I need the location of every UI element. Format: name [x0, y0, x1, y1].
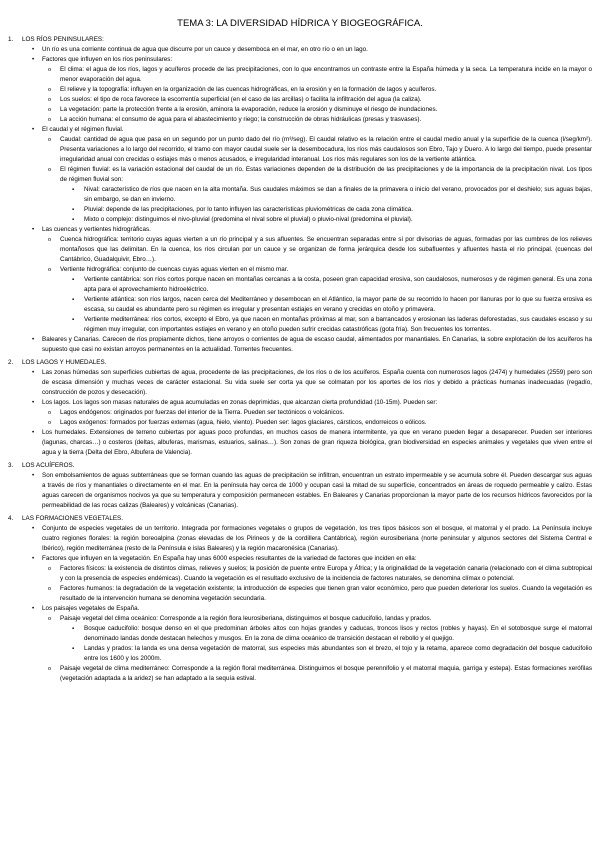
section-acuiferos [8, 461, 592, 511]
section-title: LAS FORMACIONES VEGETALES. [22, 515, 124, 522]
list-subsubitem: ▪ Vertiente mediterránea: ríos cortos, excepto el Ebro, ya que nacen en montañas próximas al mar, son a barrancados y erosionan las laderas deforestadas, sus caudales escaso y su régimen muy irregular, con importantes estiajes en verano y en otoño pueden sufrir crecidas catastróficas (gota fría). Son frecuentes los torrentes. [58, 315, 592, 335]
section-lagos [8, 358, 592, 458]
section-number: 1. [8, 36, 14, 43]
list-item: • Las zonas húmedas son superficies cubiertas de agua, procedente de las precipitaciones, de los ríos o de los acuíferos. España cuenta con numerosos lagos (2474) y humedales (2559) pero son de escasa dimensión y muchas veces de carácter estacional. Su vida suele ser corta ya que se colmatan por los aportes de los ríos y debido a prácticas humanas inadecuadas (regadío, construcción de pozos y desecación). [8, 368, 592, 398]
list-subsubitem: ▪ Vertiente atlántica: son ríos largos, nacen cerca del Mediterráneo y desembocan en el Atlántico, la mayor parte de su recorrido lo hacen por llanuras por lo que su fuerza erosiva es escasa, su caudal es abundante pero su régimen es irregular y presentan estiajes en verano y crecidas en otoño y primavera. [58, 295, 592, 315]
section-heading [8, 358, 592, 368]
list-item: • Los paisajes vegetales de España. o Paisaje vegetal del clima oceánico: Corresponde a la región flora leurosiberiana, distinguimos el bosque caducifolio, landas y prados. ▪ Bosque caducifolio: bosque denso en el que predominan árboles altos con hojas grandes y caducas, troncos lisos y rectos (robles y hayas). En el sotobosque surge el matorral denominado landas donde destacan helechos y musgos. En la zona de clima oceánico de transición destacan el rebollo y el quejigo. ▪ Landas y prados: la landa es una densa vegetación de matorral, sus especies más abundantes son el brezo, el tojo y la retama, aparece como degradación del bosque caducifolio entre los 1600 y los 2000m. o Paisaje vegetal de clima mediterráneo: Corresponde a la región floral mediterránea. Distinguimos el bosque perennifolio y el matorral maquia, garriga y estepa). Estas formaciones xerófilas (vegetación adaptada a la aridez) se han adaptado a la sequía estival. [8, 604, 592, 684]
list-subsubitem: ▪ Landas y prados: la landa es una densa vegetación de matorral, sus especies más abundantes son el brezo, el tojo y la retama, aparece como degradación del bosque caducifolio entre los 1600 y los 2000m. [58, 644, 592, 664]
list-subitem: o Lagos exógenos: formados por fuerzas externas (agua, hielo, viento). Pueden ser: lagos glaciares, cársticos, endorreicos o eólicos. [34, 418, 592, 428]
section-heading [8, 514, 592, 524]
list-subitem: o Paisaje vegetal de clima mediterráneo: Corresponde a la región floral mediterránea. Distinguimos el bosque perennifolio y el matorral maquia, garriga y estepa). Estas formaciones xerófilas (vegetación adaptada a la aridez) se han adaptado a la sequía estival. [34, 664, 592, 684]
list-subitem: o Paisaje vegetal del clima oceánico: Corresponde a la región flora leurosiberiana, distinguimos el bosque caducifolio, landas y prados. ▪ Bosque caducifolio: bosque denso en el que predominan árboles altos con hojas grandes y caducas, troncos lisos y rectos (robles y hayas). En el sotobosque surge el matorral denominado landas donde destacan helechos y musgos. En la zona de clima oceánico de transición destacan el rebollo y el quejigo. ▪ Landas y prados: la landa es una densa vegetación de matorral, sus especies más abundantes son el brezo, el tojo y la retama, aparece como degradación del bosque caducifolio entre los 1600 y los 2000m. [34, 614, 592, 664]
list-item: • Las cuencas y vertientes hidrográficas. o Cuenca hidrográfica: territorio cuyas aguas vierten a un río principal y a sus afluentes. Se encuentran separadas entre sí por divisorias de aguas, formadas por las cumbres de los relieves montañosos que las delimitan. En la cuenca, los ríos circulan por un cauce y se organizan de forma jerárquica desde los subafluentes y afluentes hasta el río principal. (cuencas del Cantábrico, Guadalquivir, Ebro…). o Vertiente hidrográfica: conjunto de cuencas cuyas aguas vierten en el mismo mar. ▪ Vertiente cantábrica: son ríos cortos porque nacen en montañas cercanas a la costa, poseen gran capacidad erosiva, son caudalosos, numerosos y de régimen general. Es una zona apta para el aprovechamiento hidroeléctrico. ▪ Vertiente atlántica: son ríos largos, nacen cerca del Mediterráneo y desembocan en el Atlántico, la mayor parte de su recorrido lo hacen por llanuras por lo que su fuerza erosiva es escasa, su caudal es abundante pero su régimen es irregular y presentan estiajes en verano y crecidas en otoño y primavera. ▪ Vertiente mediterránea: ríos cortos, excepto el Ebro, ya que nacen en montañas próximas al mar, son a barrancados y erosionan las laderas deforestadas, sus caudales escaso y su régimen muy irregular, con importantes estiajes en verano y en otoño pueden sufrir crecidas catastróficas (gota fría). Son frecuentes los torrentes. [8, 225, 592, 335]
section-number: 4. [8, 515, 14, 522]
list-subsubitem: ▪ Bosque caducifolio: bosque denso en el que predominan árboles altos con hojas grandes y caducas, troncos lisos y rectos (robles y hayas). En el sotobosque surge el matorral denominado landas donde destacan helechos y musgos. En la zona de clima oceánico de transición destacan el rebollo y el quejigo. [58, 624, 592, 644]
list-subitem: o El relieve y la topografía: influyen en la organización de las cuencas hidrográficas, en la erosión y en la formación de lagos y acuíferos. [34, 85, 592, 95]
document-title: TEMA 3: LA DIVERSIDAD HÍDRICA Y BIOGEOGRÁFICA. [177, 18, 423, 29]
list-subitem: o Caudal: cantidad de agua que pasa en un segundo por un punto dado del río (m³/seg). El caudal relativo es la relación entre el caudal medio anual y la superficie de la cuenca (l/seg/km²). Presenta variaciones a lo largo del recorrido, el tramo con mayor caudal suele ser la desembocadura, los ríos más caudalosos son Ebro, Tajo y Duero. A lo largo del tiempo, puede presentar irregularidad anual con crecidas o estiajes más o menos acusados, e irregularidad interanual. Los ríos más regulares son los de la vertiente atlántica. [34, 135, 592, 165]
list-item: • Los lagos. Los lagos son masas naturales de agua acumuladas en zonas deprimidas, que alcanzan cierta profundidad (10-15m). Pueden ser: o Lagos endógenos: originados por fuerzas del interior de la Tierra. Pueden ser tectónicos o volcánicos. o Lagos exógenos: formados por fuerzas externas (agua, hielo, viento). Pueden ser: lagos glaciares, cársticos, endorreicos o eólicos. [8, 398, 592, 428]
list-item: • Factores que influyen en la vegetación. En España hay unas 6000 especies resultantes de la variedad de factores que inciden en ella: o Factores físicos: la existencia de distintos climas, relieves y suelos; la posición de puente entre Europa y África; y la originalidad de la vegetación canaria (relacionado con el clima subtropical y con la presencia de especies endémicas). Cuando la vegetación es el resultado exclusivo de la incidencia de factores naturales, se denomina clímax o potencial. o Factores humanos: la degradación de la vegetación existente; la introducción de especies que tienen gran valor económico, pero que pueden deteriorar los suelos. Cuando la vegetación es resultado de la intervención humana se denomina vegetación secundaria. [8, 554, 592, 604]
list-item: • Un río es una corriente continua de agua que discurre por un cauce y desemboca en el mar, en otro río o en un lago. [8, 45, 592, 55]
section-title: LOS ACUÍFEROS. [22, 462, 75, 469]
list-item: • Los humedales. Extensiones de terreno cubiertas por aguas poco profundas, en muchos casos de manera intermitente, ya que en verano pueden llegar a desaparecer. Pueden ser interiores (lagunas, charcas…) o costeros (deltas, albuferas, marismas, estuarios, salinas…). Son zonas de gran riqueza biológica, gran biodiversidad en especies animales y vegetales que viven entre el agua y la tierra (Delta del Ebro, Albufera de Valencia). [8, 428, 592, 458]
list-subsubitem: ▪ Nival: característico de ríos que nacen en la alta montaña. Sus caudales máximos se dan a finales de la primavera o inicio del verano, provocados por el deshielo; sus aguas bajas, sin embargo, se dan en invierno. [58, 185, 592, 205]
section-title: LOS LAGOS Y HUMEDALES. [22, 359, 107, 366]
list-subitem: o Los suelos: el tipo de roca favorece la escorrentía superficial (en el caso de las arcillas) o facilita la infiltración del agua (la caliza). [34, 95, 592, 105]
list-subitem: o La acción humana: el consumo de agua para el abastecimiento y riego; la construcción de obras hidráulicas (presas y trasvases). [34, 115, 592, 125]
section-number: 2. [8, 359, 14, 366]
list-subsubitem: ▪ Pluvial: depende de las precipitaciones, por lo tanto influyen las características pluviométricas de cada zona climática. [58, 205, 592, 215]
list-item: • Factores que influyen en los ríos peninsulares: o El clima: el agua de los ríos, lagos y acuíferos procede de las precipitaciones, con lo que encontramos un contraste entre la España húmeda y la seca. La temperatura incide en la mayor o menor evaporación del agua. o El relieve y la topografía: influyen en la organización de las cuencas hidrográficas, en la erosión y en la formación de lagos y acuíferos. o Los suelos: el tipo de roca favorece la escorrentía superficial (en el caso de las arcillas) o facilita la infiltración del agua (la caliza). o La vegetación: parte la protección frente a la erosión, aminora la evaporación, reduce la erosión y disminuye el riesgo de inundaciones. o La acción humana: el consumo de agua para el abastecimiento y riego; la construcción de obras hidráulicas (presas y trasvases). [8, 55, 592, 125]
section-heading [8, 461, 592, 471]
list-item: • El caudal y el régimen fluvial. o Caudal: cantidad de agua que pasa en un segundo por un punto dado del río (m³/seg). El caudal relativo es la relación entre el caudal medio anual y la superficie de la cuenca (l/seg/km²). Presenta variaciones a lo largo del recorrido, el tramo con mayor caudal suele ser la desembocadura, los ríos más caudalosos son Ebro, Tajo y Duero. A lo largo del tiempo, puede presentar irregularidad anual con crecidas o estiajes más o menos acusados, e irregularidad interanual. Los ríos más regulares son los de la vertiente atlántica. o El régimen fluvial: es la variación estacional del caudal de un río. Estas variaciones dependen de la distribución de las precipitaciones y de la importancia de la precipitación nival. Los tipos de régimen fluvial son: ▪ Nival: característico de ríos que nacen en la alta montaña. Sus caudales máximos se dan a finales de la primavera o inicio del verano, provocados por el deshielo; sus aguas bajas, sin embargo, se dan en invierno. ▪ Pluvial: depende de las precipitaciones, por lo tanto influyen las características pluviométricas de cada zona climática. ▪ Mixto o complejo: distinguimos el nivo-pluvial (predomina el nival sobre el pluvial) o pluvio-nival (predomina el pluvial). [8, 125, 592, 225]
list-item: • Baleares y Canarias. Carecen de ríos propiamente dichos, tiene arroyos o corrientes de agua de escaso caudal, alimentados por manantiales. En Canarias, la sobre explotación de los acuíferos ha supuesto que casi no existan arroyos permanentes en la actualidad. Torrentes frecuentes. [8, 335, 592, 355]
document-body [8, 35, 592, 684]
section-title: LOS RÍOS PENINSULARES: [22, 36, 104, 43]
list-subsubitem: ▪ Vertiente cantábrica: son ríos cortos porque nacen en montañas cercanas a la costa, poseen gran capacidad erosiva, son caudalosos, numerosos y de régimen general. Es una zona apta para el aprovechamiento hidroeléctrico. [58, 275, 592, 295]
list-subitem: o El régimen fluvial: es la variación estacional del caudal de un río. Estas variaciones dependen de la distribución de las precipitaciones y de la importancia de la precipitación nival. Los tipos de régimen fluvial son: ▪ Nival: característico de ríos que nacen en la alta montaña. Sus caudales máximos se dan a finales de la primavera o inicio del verano, provocados por el deshielo; sus aguas bajas, sin embargo, se dan en invierno. ▪ Pluvial: depende de las precipitaciones, por lo tanto influyen las características pluviométricas de cada zona climática. ▪ Mixto o complejo: distinguimos el nivo-pluvial (predomina el nival sobre el pluvial) o pluvio-nival (predomina el pluvial). [34, 165, 592, 225]
list-subitem: o Vertiente hidrográfica: conjunto de cuencas cuyas aguas vierten en el mismo mar. ▪ Vertiente cantábrica: son ríos cortos porque nacen en montañas cercanas a la costa, poseen gran capacidad erosiva, son caudalosos, numerosos y de régimen general. Es una zona apta para el aprovechamiento hidroeléctrico. ▪ Vertiente atlántica: son ríos largos, nacen cerca del Mediterráneo y desembocan en el Atlántico, la mayor parte de su recorrido lo hacen por llanuras por lo que su fuerza erosiva es escasa, su caudal es abundante pero su régimen es irregular y presentan estiajes en verano y crecidas en otoño y primavera. ▪ Vertiente mediterránea: ríos cortos, excepto el Ebro, ya que nacen en montañas próximas al mar, son a barrancados y erosionan las laderas deforestadas, sus caudales escaso y su régimen muy irregular, con importantes estiajes en verano y en otoño pueden sufrir crecidas catastróficas (gota fría). Son frecuentes los torrentes. [34, 265, 592, 335]
list-subitem: o El clima: el agua de los ríos, lagos y acuíferos procede de las precipitaciones, con lo que encontramos un contraste entre la España húmeda y la seca. La temperatura incide en la mayor o menor evaporación del agua. [34, 65, 592, 85]
section-formaciones-vegetales [8, 514, 592, 684]
section-number: 3. [8, 462, 14, 469]
list-item: • Conjunto de especies vegetales de un territorio. Integrada por formaciones vegetales o grupos de vegetación, los tres tipos básicos son el bosque, el matorral y el prado. La Península incluye cuatro regiones florales: la región boreoalpina (zonas elevadas de los Pirineos y de la cordillera Cantábrica), región eurosiberiana (norte peninsular y algunos sectores del Sistema Central e Ibérico), región mediterránea (resto de la Península e islas Baleares) y la región macaronésica (Canarias). [8, 524, 592, 554]
list-subitem: o Factores humanos: la degradación de la vegetación existente; la introducción de especies que tienen gran valor económico, pero que pueden deteriorar los suelos. Cuando la vegetación es resultado de la intervención humana se denomina vegetación secundaria. [34, 584, 592, 604]
list-item: • Son embolsamientos de aguas subterráneas que se forman cuando las aguas de precipitación se infiltran, encuentran un estrato impermeable y se acumula sobre él. Pueden descargar sus aguas a través de ríos y manantiales o directamente en el mar. En la península hay cerca de 1000 y ocupan casi la mitad de su superficie, concentrados en áreas de roquedo permeable y calizo. Estas aguas carecen de organismos nocivos ya que su temperatura y composición permanecen estables. En Baleares y Canarias proporcionan la mayor parte de los recursos hídricos favorecidos por la permeabilidad de las rocas calizas (Baleares) y volcánicas (Canarias). [8, 471, 592, 511]
section-heading [8, 35, 592, 45]
section-rios [8, 35, 592, 355]
list-subitem: o Lagos endógenos: originados por fuerzas del interior de la Tierra. Pueden ser tectónicos o volcánicos. [34, 408, 592, 418]
list-subitem: o Factores físicos: la existencia de distintos climas, relieves y suelos; la posición de puente entre Europa y África; y la originalidad de la vegetación canaria (relacionado con el clima subtropical y con la presencia de especies endémicas). Cuando la vegetación es el resultado exclusivo de la incidencia de factores naturales, se denomina clímax o potencial. [34, 564, 592, 584]
list-subsubitem: ▪ Mixto o complejo: distinguimos el nivo-pluvial (predomina el nival sobre el pluvial) o pluvio-nival (predomina el pluvial). [58, 215, 592, 225]
list-subitem: o La vegetación: parte la protección frente a la erosión, aminora la evaporación, reduce la erosión y disminuye el riesgo de inundaciones. [34, 105, 592, 115]
list-subitem: o Cuenca hidrográfica: territorio cuyas aguas vierten a un río principal y a sus afluentes. Se encuentran separadas entre sí por divisorias de aguas, formadas por las cumbres de los relieves montañosos que las delimitan. En la cuenca, los ríos circulan por un cauce y se organizan de forma jerárquica desde los subafluentes y afluentes hasta el río principal. (cuencas del Cantábrico, Guadalquivir, Ebro…). [34, 235, 592, 265]
